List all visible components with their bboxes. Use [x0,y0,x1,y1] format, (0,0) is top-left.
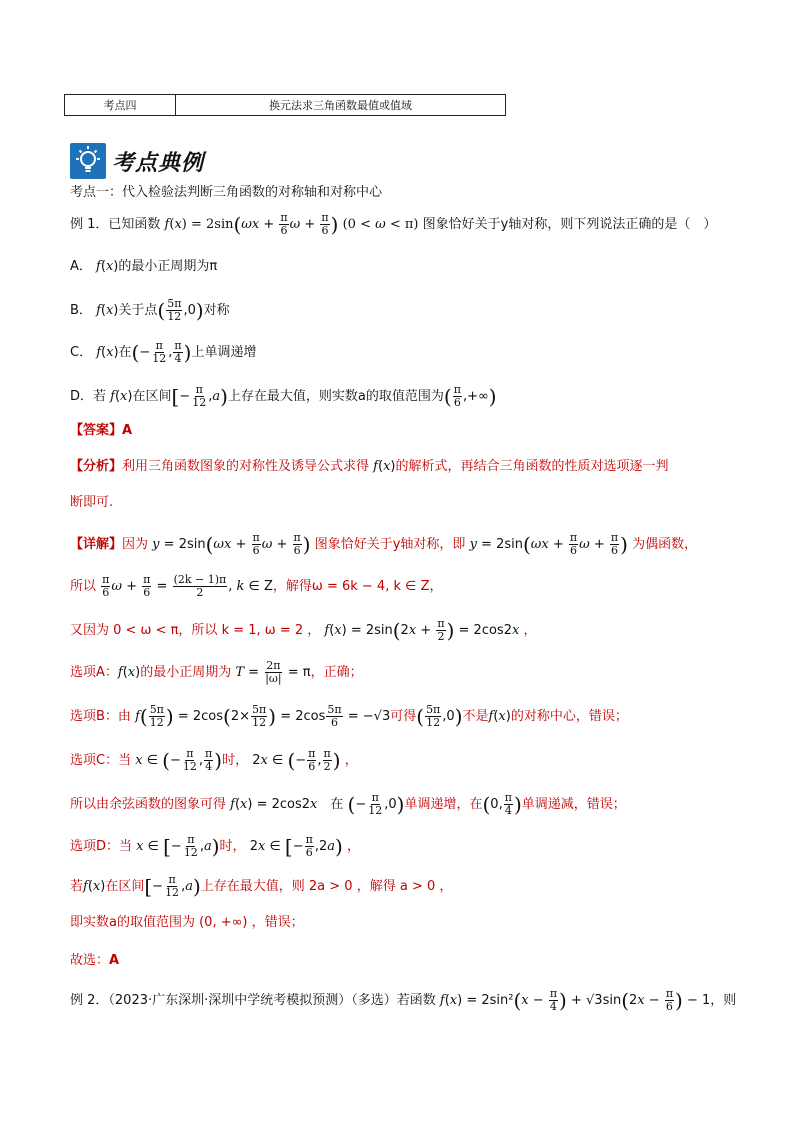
option-d-letter: D．若 [70,389,107,404]
example1-stem: 例 1．已知函数 f(x) = 2sin(ωx + $\frac{\pi}{6}$ ω + $\frac{\pi}{6}$ ) (0 < ω < π) 图象恰好关于y轴对称，则下列说法正确的是（ ） [70,211,717,237]
detail-line2: 所以 $\frac{\pi}{6}$ ω + $\frac{\pi}{6}$ = $\frac{(2k - 1)\pi}{2}$ , k ∈ Z，解得ω = 6k − 4, k ∈ Z， [70,573,443,599]
detail-l4c: ，正确； [310,665,363,680]
detail-line11 [70,952,119,970]
detail-line10: 即实数a的取值范围为 (0, +∞) ，错误； [70,915,304,930]
ex2-suffix: ，则 [710,993,737,1008]
detail-l6b: 时， [222,753,249,768]
detail-l3: 又因为 0 < ω < π，所以 k = 1, ω = 2 ， [70,623,321,638]
detail-l8a: 选项D：当 [70,839,133,854]
detail-l1b: 图象恰好关于y轴对称，即 [314,537,466,552]
option-c-end: 上单调递增 [191,345,257,360]
detail-l2b: ，解得ω = 6k − 4, k ∈ Z， [272,579,443,594]
topic-table-label: 考点四 [65,95,176,115]
lightbulb-icon [70,143,106,179]
example2-stem: 例 2．（2023·广东深圳·深圳中学统考模拟预测）（多选）若函数 f(x) = 2sin²(x − $\frac{\pi}{4}$ ) + √3sin(2x − $\frac{\pi}{6}$ ) − 1，则 [70,987,737,1013]
point1-title: 考点一：代入检验法判断三角函数的对称轴和对称中心 [70,185,383,200]
detail-line6: 选项C：当 x ∈ (− $\frac{\pi}{12}$ , $\frac{\pi}{4}$ )时， 2x ∈ (− $\frac{\pi}{6}$ , $\frac{\pi}{2}$ ) ， [70,747,358,773]
detail-l8b: 时， [219,839,246,854]
detail-l1a: 因为 [122,537,149,552]
detail-l7b: 单调递增，在 [404,797,483,812]
detail-l5c: 不是 [462,709,489,724]
detail-line1: 【详解】因为 y = 2sin(ωx + $\frac{\pi}{6}$ ω + $\frac{\pi}{6}$ ) 图象恰好关于y轴对称，即 y = 2sin(ωx + $\frac{\pi}{6}$ ω + $\frac{\pi}{6}$ ) 为偶函数， [70,531,698,557]
option-c-letter: C． [70,345,93,360]
detail-line4: 选项A：f(x)的最小正周期为 T = $\frac{2\pi}{|\omega|}$ = π，正确； [70,659,363,685]
topic-table-title: 换元法求三角函数最值或值域 [269,99,412,112]
detail-l5b: 可得 [390,709,417,724]
option-d-text: 在区间 [132,389,172,404]
detail-l5d: 的对称中心，错误； [510,709,628,724]
detail-l4b: 的最小正周期为 [140,665,232,680]
analysis-text2: 的解析式，再结合三角函数的性质对选项逐一判 [395,459,669,474]
option-b-text: 关于点 [118,303,158,318]
detail-l5a: 选项B：由 [70,709,131,724]
detail-label: 【详解】 [70,537,123,552]
detail-line9: 若f(x)在区间[− $\frac{\pi}{12}$ ,a)上存在最大值，则 2a > 0 ，解得 a > 0 ， [70,873,453,899]
option-d: D．若 f(x)在区间[− $\frac{\pi}{12}$ ,a)上存在最大值，则实数a的取值范围为( $\frac{\pi}{6}$ ,+∞) [70,383,497,409]
detail-line8: 选项D：当 x ∈ [− $\frac{\pi}{12}$ ,a)时， 2x ∈ [− $\frac{\pi}{6}$ ,2a) ， [70,833,360,859]
detail-l7a: 所以由余弦函数的图象可得 [70,797,227,812]
analysis-line1: 【分析】利用三角函数图象的对称性及诱导公式求得 f(x)的解析式，再结合三角函数的性质对选项逐一判 [70,459,669,474]
section-header [70,142,204,180]
detail-l11b: A [109,953,120,968]
topic-table [64,94,506,116]
detail-l7c: 单调递减，错误； [521,797,626,812]
option-c: C． f(x)在(− $\frac{\pi}{12}$ , $\frac{\pi}{4}$ )上单调递增 [70,339,257,365]
answer-label: 【答案】 [70,423,123,438]
section-title: 考点典例 [112,149,205,176]
detail-l4a: 选项A： [70,665,118,680]
ex1-suffix: 图象恰好关于y轴对称，则下列说法正确的是（ ） [422,217,717,232]
detail-line7: 所以由余弦函数的图象可得 f(x) = 2cos2x 在 (− $\frac{\pi}{12}$ ,0)单调递增，在(0, $\frac{\pi}{4}$ )单调递减，错误； [70,791,626,817]
detail-l9b: 在区间 [105,879,145,894]
detail-l2a: 所以 [70,579,97,594]
answer-line [70,422,132,440]
option-b: B． f(x)关于点( $\frac{5\pi}{12}$ ,0)对称 [70,297,230,323]
option-a: A． f(x)的最小正周期为π [70,259,218,274]
detail-l6a: 选项C：当 [70,753,132,768]
analysis-line2: 断即可. [70,495,114,510]
detail-l9c: 上存在最大值，则 2a > 0 ，解得 a > 0 ， [200,879,453,894]
answer-value: A [122,423,133,438]
detail-l1c: 为偶函数， [632,537,698,552]
detail-l11a: 故选： [70,953,110,968]
option-b-end: 对称 [203,303,230,318]
detail-line3: 又因为 0 < ω < π，所以 k = 1, ω = 2 ， f(x) = 2sin(2x + $\frac{\pi}{2}$ ) = 2cos2x ， [70,617,537,643]
detail-line5: 选项B：由 f( $\frac{5\pi}{12}$ ) = 2cos(2× $\frac{5\pi}{12}$ ) = 2cos $\frac{5\pi}{6}$ = −√3可得( $\frac{5\pi}{12}$ ,0)不是f(x)的对称中心，错误； [70,703,628,729]
option-b-letter: B． [70,303,92,318]
option-c-text: 在 [118,345,132,360]
option-a-letter: A． [70,259,92,274]
ex1-prefix: 例 1．已知函数 [70,217,161,232]
option-a-text: 的最小正周期为π [118,259,218,274]
detail-l9a: 若 [70,879,84,894]
option-d-mid: 上存在最大值，则实数a的取值范围为 [227,389,444,404]
analysis-text1: 利用三角函数图象的对称性及诱导公式求得 [122,459,370,474]
ex2-prefix: 例 2．（2023·广东深圳·深圳中学统考模拟预测）（多选）若函数 [70,993,436,1008]
analysis-label: 【分析】 [70,459,123,474]
